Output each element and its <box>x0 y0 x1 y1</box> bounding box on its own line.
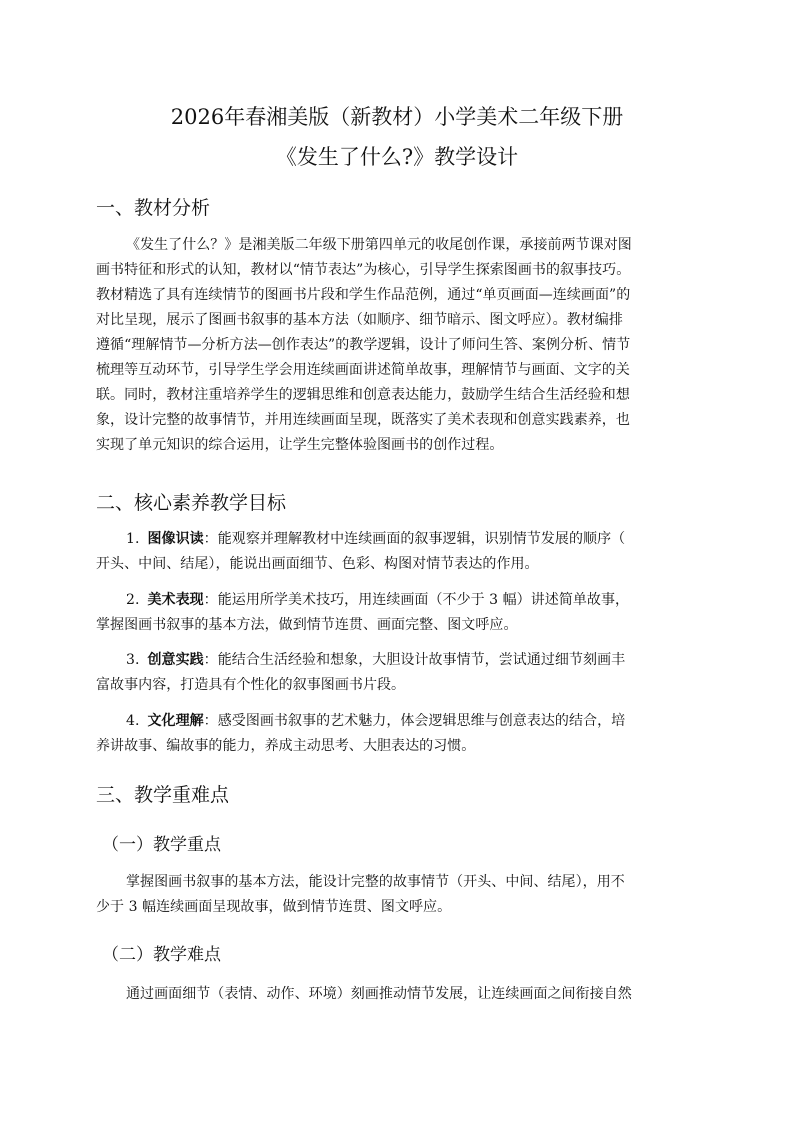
goal-item-1 <box>96 527 700 577</box>
goal-key: 美术表现 <box>147 592 204 608</box>
goal-text: 富故事内容，打造具有个性化的叙事图画书片段。 <box>96 677 406 693</box>
paragraph-focus <box>96 870 700 920</box>
goal-number: 4. <box>126 713 140 729</box>
section-heading-goals: 二、核心素养教学目标 <box>96 492 287 514</box>
paragraph-line: 实现了单元知识的综合运用，让学生完整体验图画书的创作过程。 <box>96 437 504 453</box>
document-title-line2: 《发生了什么?》教学设计 <box>275 145 519 169</box>
subsection-heading-focus: （一）教学重点 <box>102 835 221 855</box>
goal-key: 图像识读 <box>147 531 204 547</box>
goal-text: ：能运用所学美术技巧，用连续画面（不少于 3 幅）讲述简单故事， <box>203 592 630 608</box>
paragraph-line: 对比呈现，展示了图画书叙事的基本方法（如顺序、细节暗示、图文呼应）。教材编排 <box>96 312 623 328</box>
goal-number: 2. <box>126 592 140 608</box>
paragraph-line: 少于 3 幅连续画面呈现故事，做到情节连贯、图文呼应。 <box>96 899 452 915</box>
paragraph-difficulty <box>96 982 700 1007</box>
goal-text: ：能观察并理解教材中连续画面的叙事逻辑，识别情节发展的顺序（ <box>203 531 626 547</box>
paragraph-line: 画书特征和形式的认知，教材以“情节表达”为核心，引导学生探索图画书的叙事技巧。 <box>96 262 631 278</box>
paragraph-line: 掌握图画书叙事的基本方法，能设计完整的故事情节（开头、中间、结尾），用不 <box>126 874 625 890</box>
document-title-line1: 2026年春湘美版（新教材）小学美术二年级下册 <box>170 105 624 129</box>
paragraph-line: 教材精选了具有连续情节的图画书片段和学生作品范例，通过“单页画面—连续画面”的 <box>96 287 631 303</box>
goal-key: 文化理解 <box>147 713 204 729</box>
goal-number: 3. <box>126 652 140 668</box>
goal-text: ：能结合生活经验和想象，大胆设计故事情节，尝试通过细节刻画丰 <box>203 652 626 668</box>
goal-text: 掌握图画书叙事的基本方法，做到情节连贯、画面完整、图文呼应。 <box>96 617 518 633</box>
goal-text: 开头、中间、结尾），能说出画面细节、色彩、构图对情节表达的作用。 <box>96 556 539 572</box>
paragraph-line: 联。同时，教材注重培养学生的逻辑思维和创意表达能力，鼓励学生结合生活经验和想 <box>96 387 630 403</box>
goal-text: 养讲故事、编故事的能力，养成主动思考、大胆表达的习惯。 <box>96 738 476 754</box>
paragraph-line: 梳理等互动环节，引导学生学会用连续画面讲述简单故事，理解情节与画面、文字的关 <box>96 362 630 378</box>
section-heading-analysis: 一、教材分析 <box>96 197 211 219</box>
goal-number: 1. <box>126 531 140 547</box>
goal-key: 创意实践 <box>147 652 204 668</box>
goal-text: ：感受图画书叙事的艺术魅力，体会逻辑思维与创意表达的结合，培 <box>203 713 626 729</box>
goal-item-4 <box>96 709 700 759</box>
paragraph-line: 遵循“理解情节—分析方法—创作表达”的教学逻辑，设计了师问生答、案例分析、情节 <box>96 337 631 353</box>
paragraph-analysis <box>96 233 700 458</box>
paragraph-line: 《发生了什么？》是湘美版二年级下册第四单元的收尾创作课，承接前两节课对图 <box>126 237 632 253</box>
paragraph-line: 象，设计完整的故事情节，并用连续画面呈现，既落实了美术表现和创意实践素养，也 <box>96 412 630 428</box>
goal-item-3 <box>96 648 700 698</box>
paragraph-line: 通过画面细节（表情、动作、环境）刻画推动情节发展，让连续画面之间衔接自然 <box>126 986 632 1002</box>
goal-item-2 <box>96 588 700 638</box>
section-heading-key-points: 三、教学重难点 <box>96 784 230 806</box>
subsection-heading-difficulty: （二）教学难点 <box>102 945 221 965</box>
